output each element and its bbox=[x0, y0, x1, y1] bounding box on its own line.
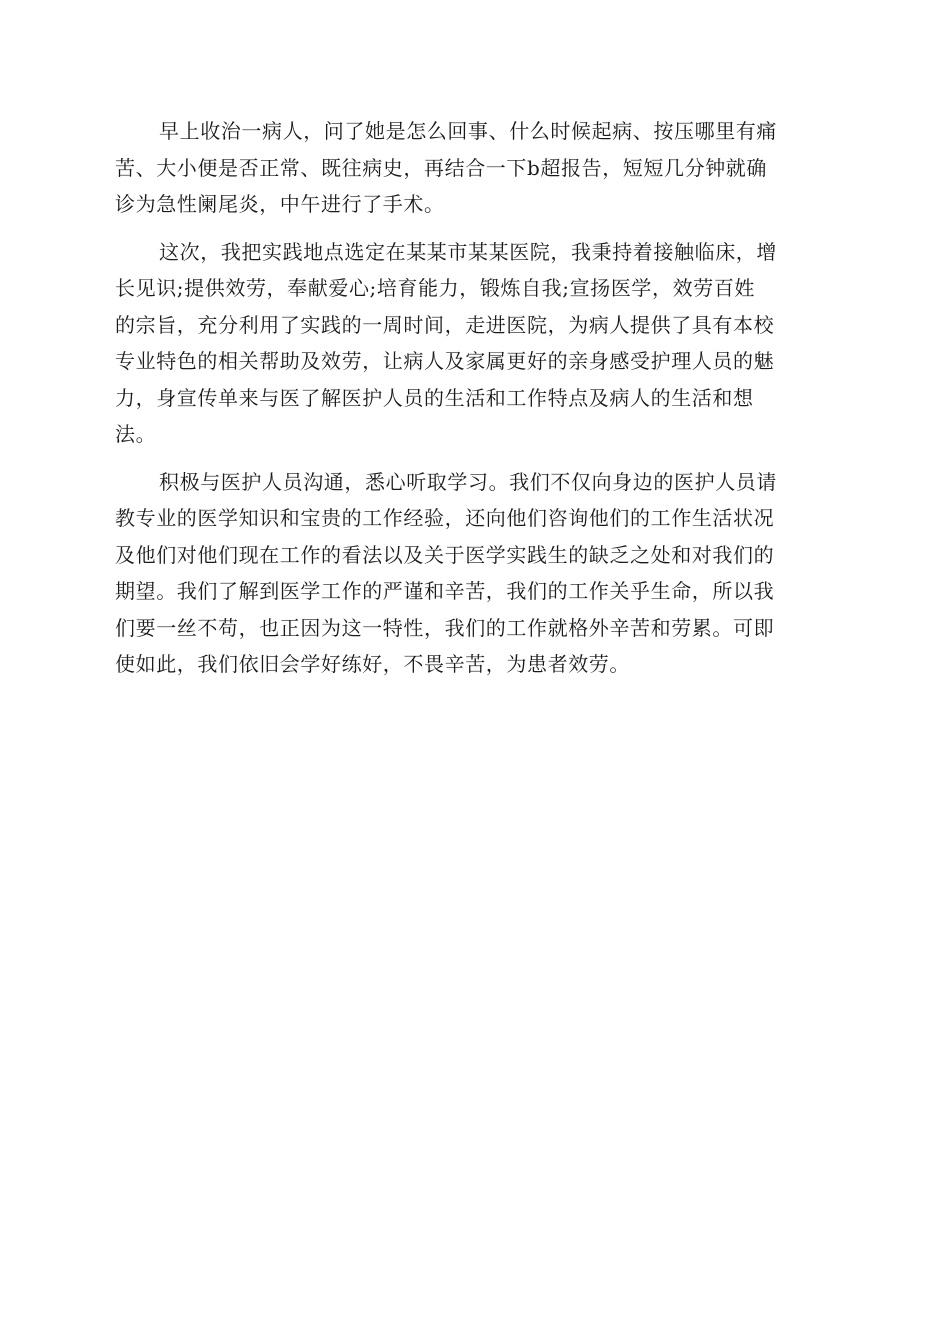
paragraph-line: 的宗旨，充分利用了实践的一周时间，走进医院，为病人提供了具有本校 bbox=[115, 312, 775, 337]
paragraph-3 bbox=[115, 464, 835, 683]
paragraph-line: 积极与医护人员沟通，悉心听取学习。我们不仅向身边的医护人员请 bbox=[159, 469, 777, 494]
paragraph-line: 使如此，我们依旧会学好练好，不畏辛苦，为患者效劳。 bbox=[115, 652, 630, 676]
paragraph-line: 长见识;提供效劳，奉献爱心;培育能力，锻炼自我;宣扬医学，效劳百姓 bbox=[115, 276, 756, 300]
paragraph-2 bbox=[115, 234, 835, 453]
paragraph-1 bbox=[115, 113, 835, 223]
paragraph-line: 专业特色的相关帮助及效劳，让病人及家属更好的亲身感受护理人员的魅 bbox=[115, 349, 775, 373]
paragraph-line: 早上收治一病人，问了她是怎么回事、什么时候起病、按压哪里有痛 bbox=[159, 119, 777, 143]
paragraph-line: 法。 bbox=[115, 422, 157, 446]
paragraph-line: 苦、大小便是否正常、既往病史，再结合一下b超报告，短短几分钟就确 bbox=[115, 155, 768, 180]
paragraph-line: 教专业的医学知识和宝贵的工作经验，还向他们咨询他们的工作生活状况 bbox=[115, 506, 775, 530]
paragraph-line: 及他们对他们现在工作的看法以及关于医学实践生的缺乏之处和对我们的 bbox=[115, 542, 775, 567]
paragraph-line: 们要一丝不苟，也正因为这一特性，我们的工作就格外辛苦和劳累。可即 bbox=[115, 615, 775, 640]
paragraph-line: 力，身宣传单来与医了解医护人员的生活和工作特点及病人的生活和想 bbox=[115, 385, 754, 410]
paragraph-line: 诊为急性阑尾炎，中午进行了手术。 bbox=[115, 192, 445, 216]
document-body bbox=[115, 113, 835, 694]
paragraph-line: 这次，我把实践地点选定在某某市某某医院，我秉持着接触临床，增 bbox=[159, 239, 777, 264]
paragraph-line: 期望。我们了解到医学工作的严谨和辛苦，我们的工作关乎生命，所以我 bbox=[115, 579, 775, 603]
